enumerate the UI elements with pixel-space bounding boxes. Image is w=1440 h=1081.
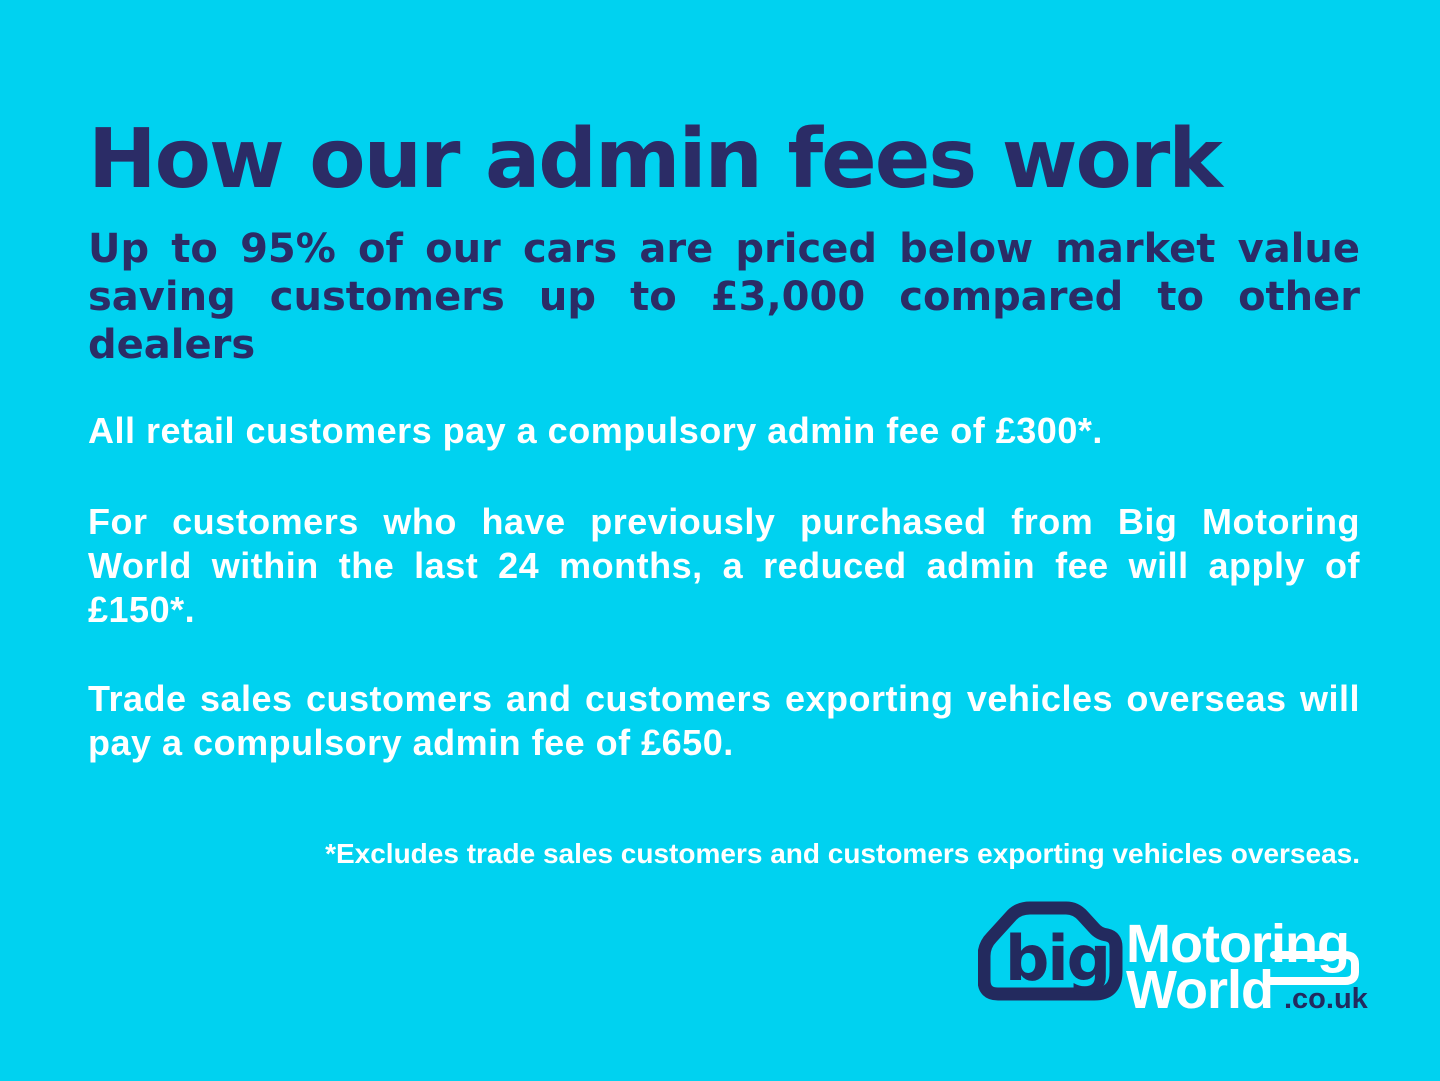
retail-fee-line-1: All retail customers pay a compulsory admin fee of £300*. [88,410,1103,451]
logo-big-text: big [1005,922,1110,995]
logo-motoring-text: Motoring [1126,914,1349,974]
logo-world-text: World [1126,960,1273,1020]
paragraph-returning-customer-fee [88,500,1360,632]
subtitle-line-2: saving customers up to £3,000 compared to other [88,274,1360,320]
returning-fee-line-3: £150*. [88,589,196,630]
paragraph-trade-export-fee [88,677,1360,765]
big-motoring-world-logo [978,898,1382,1030]
subtitle-line-3: dealers [88,322,256,368]
trade-fee-line-1: Trade sales customers and customers exporting vehicles overseas will [88,678,1360,719]
page-title: How our admin fees work [88,112,1221,207]
paragraph-retail-fee [88,409,1360,453]
returning-fee-line-1: For customers who have previously purchased from Big Motoring [88,501,1360,542]
logo-domain-text: .co.uk [1284,983,1368,1015]
subtitle-line-1: Up to 95% of our cars are priced below market value [88,226,1360,272]
subtitle [88,225,1360,369]
returning-fee-line-2: World within the last 24 months, a reduced admin fee will apply of [88,545,1360,586]
footnote: *Excludes trade sales customers and customers exporting vehicles overseas. [325,838,1360,869]
trade-fee-line-2: pay a compulsory admin fee of £650. [88,722,734,763]
